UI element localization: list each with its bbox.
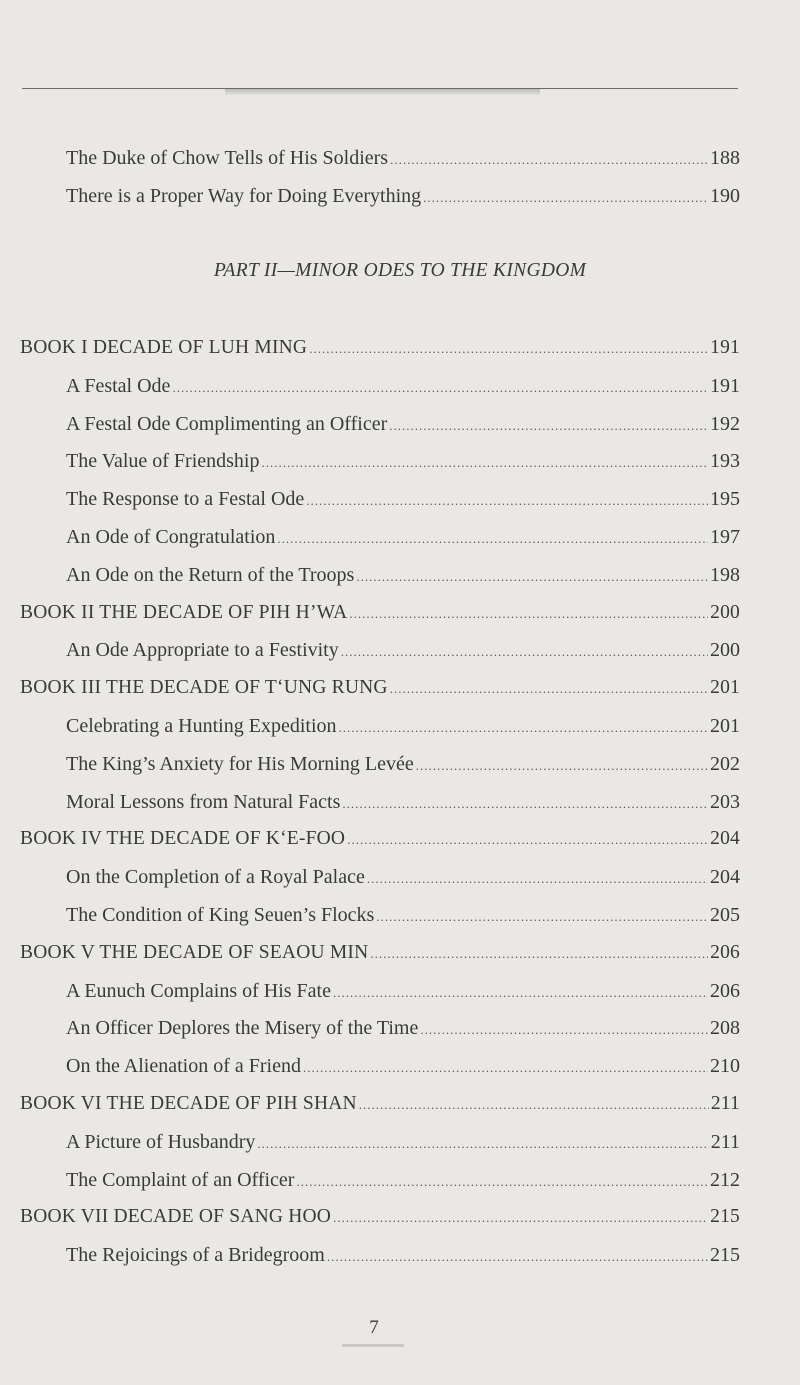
toc-entry-page: 200: [710, 639, 740, 662]
toc-entry-title: BOOK IV THE DECADE OF K‘E-FOO: [20, 828, 346, 850]
toc-entry-title: An Ode of Congratulation: [66, 526, 276, 548]
toc-entry: [66, 409, 740, 439]
toc-entry-page: 215: [710, 1206, 740, 1228]
toc-entry-page: 215: [710, 1244, 740, 1267]
toc-entry-page: 210: [710, 1055, 740, 1078]
toc-entry-page: 208: [710, 1017, 740, 1040]
toc-entry: [66, 522, 740, 552]
toc-entry-page: 211: [710, 1093, 740, 1114]
dot-leader: [423, 183, 708, 213]
toc-entry: [66, 976, 740, 1006]
dot-leader: [420, 1015, 708, 1045]
dot-leader: [333, 978, 708, 1008]
dot-leader: [370, 939, 708, 969]
toc-entry-title: On the Completion of a Royal Palace: [66, 866, 365, 889]
toc-entry-title: BOOK VII DECADE OF SANG HOO: [20, 1206, 332, 1228]
toc-entry-title: An Officer Deplores the Misery of the Time: [66, 1017, 419, 1040]
toc-entry: [66, 787, 740, 817]
toc-entry: [66, 749, 740, 779]
toc-entry-page: 190: [710, 185, 740, 207]
toc-entry-title: On the Alienation of a Friend: [66, 1055, 301, 1078]
dot-leader: [296, 1167, 708, 1197]
toc-entry: [66, 371, 740, 401]
toc-entry: [66, 862, 740, 892]
toc-entry-title: Celebrating a Hunting Expedition: [66, 715, 337, 737]
toc-entry-page: 197: [710, 526, 740, 548]
toc-entry-page: 198: [710, 563, 740, 586]
toc-entry: [66, 635, 740, 665]
part-heading: PART II—MINOR ODES TO THE KINGDOM: [213, 260, 587, 281]
toc-entry-page: 192: [710, 412, 740, 435]
dot-leader: [347, 825, 708, 855]
page-number: 7: [369, 1317, 379, 1338]
toc-entry-title: There is a Proper Way for Doing Everything: [66, 185, 422, 207]
toc-entry: [66, 1013, 740, 1043]
toc-book-entry: [20, 598, 740, 628]
toc-entry-title: The Condition of King Seuen’s Flocks: [66, 904, 375, 926]
toc-entry-page: 206: [710, 979, 740, 1002]
toc-entry-title: An Ode Appropriate to a Festivity: [66, 639, 339, 662]
toc-entry-title: A Festal Ode Complimenting an Officer: [66, 412, 388, 435]
toc-book-entry: [20, 1202, 740, 1232]
dot-leader: [416, 751, 708, 781]
toc-entry-page: 203: [710, 790, 740, 813]
toc-entry-title: The Duke of Chow Tells of His Soldiers: [66, 147, 389, 169]
toc-entry-title: The Rejoicings of a Bridegroom: [66, 1244, 325, 1267]
dot-leader: [356, 562, 708, 592]
dot-leader: [390, 674, 708, 704]
dot-leader: [309, 334, 708, 364]
toc-entry-title: The Complaint of an Officer: [66, 1168, 295, 1191]
dot-leader: [342, 789, 708, 819]
toc-entry-title: BOOK II THE DECADE OF PIH H’WA: [20, 601, 348, 623]
toc-entry-title: Moral Lessons from Natural Facts: [66, 790, 341, 813]
page-number-underline: [342, 1344, 404, 1347]
toc-entry: [66, 181, 740, 211]
toc-entry-title: BOOK III THE DECADE OF T‘UNG RUNG: [20, 677, 388, 699]
toc-entry-page: 200: [710, 601, 740, 623]
toc-entry-page: 211: [710, 1130, 740, 1153]
dot-leader: [376, 902, 708, 932]
toc-entry-title: A Festal Ode: [66, 374, 171, 397]
dot-leader: [339, 713, 709, 743]
dot-leader: [389, 411, 708, 441]
toc-entry-title: A Picture of Husbandry: [66, 1130, 256, 1153]
toc-entry: [66, 1127, 740, 1157]
dot-leader: [277, 524, 708, 554]
toc-entry: [66, 446, 740, 476]
toc-entry: [66, 484, 740, 514]
toc-entry: [66, 143, 740, 173]
dot-leader: [327, 1242, 708, 1272]
toc-book-entry: [20, 673, 740, 703]
toc-entry-page: 205: [710, 904, 740, 926]
toc-entry-page: 201: [710, 677, 740, 699]
toc-entry-title: An Ode on the Return of the Troops: [66, 563, 355, 586]
toc-book-entry: [20, 938, 740, 968]
dot-leader: [257, 1129, 708, 1159]
dot-leader: [333, 1203, 708, 1233]
toc-entry-title: The King’s Anxiety for His Morning Levée: [66, 752, 414, 775]
toc-entry: [66, 1051, 740, 1081]
toc-entry-page: 204: [710, 866, 740, 889]
dot-leader: [172, 373, 708, 403]
toc-entry: [66, 1165, 740, 1195]
toc-entry-page: 204: [710, 828, 740, 850]
dot-leader: [303, 1053, 708, 1083]
toc-entry-page: 191: [710, 374, 740, 397]
toc-entry-page: 206: [710, 941, 740, 963]
dot-leader: [341, 637, 708, 667]
toc-book-entry: [20, 333, 740, 363]
toc-entry: [66, 1240, 740, 1270]
toc-entry: [66, 900, 740, 930]
dot-leader: [390, 145, 708, 175]
dot-leader: [349, 599, 708, 629]
dot-leader: [262, 448, 709, 478]
toc-entry-page: 193: [710, 450, 740, 473]
toc-entry-page: 188: [710, 147, 740, 169]
toc-entry-title: BOOK VI THE DECADE OF PIH SHAN: [20, 1093, 357, 1114]
dot-leader: [367, 864, 708, 894]
toc-book-entry: [20, 824, 740, 854]
toc-entry-page: 195: [710, 488, 740, 511]
toc-entry: [66, 711, 740, 741]
dot-leader: [306, 486, 708, 516]
toc-entry-title: The Value of Friendship: [66, 450, 260, 473]
toc-entry-title: BOOK I DECADE OF LUH MING: [20, 337, 308, 358]
toc-entry-page: 191: [710, 337, 740, 358]
toc-entry-page: 212: [710, 1168, 740, 1191]
toc-entry-page: 201: [710, 715, 740, 737]
toc-entry: [66, 560, 740, 590]
dot-leader: [359, 1090, 709, 1120]
toc-entry-title: A Eunuch Complains of His Fate: [66, 979, 331, 1002]
toc-entry-title: The Response to a Festal Ode: [66, 488, 305, 511]
toc-entry-title: BOOK V THE DECADE OF SEAOU MIN: [20, 941, 369, 963]
toc-book-entry: [20, 1089, 740, 1119]
toc-entry-page: 202: [710, 752, 740, 775]
